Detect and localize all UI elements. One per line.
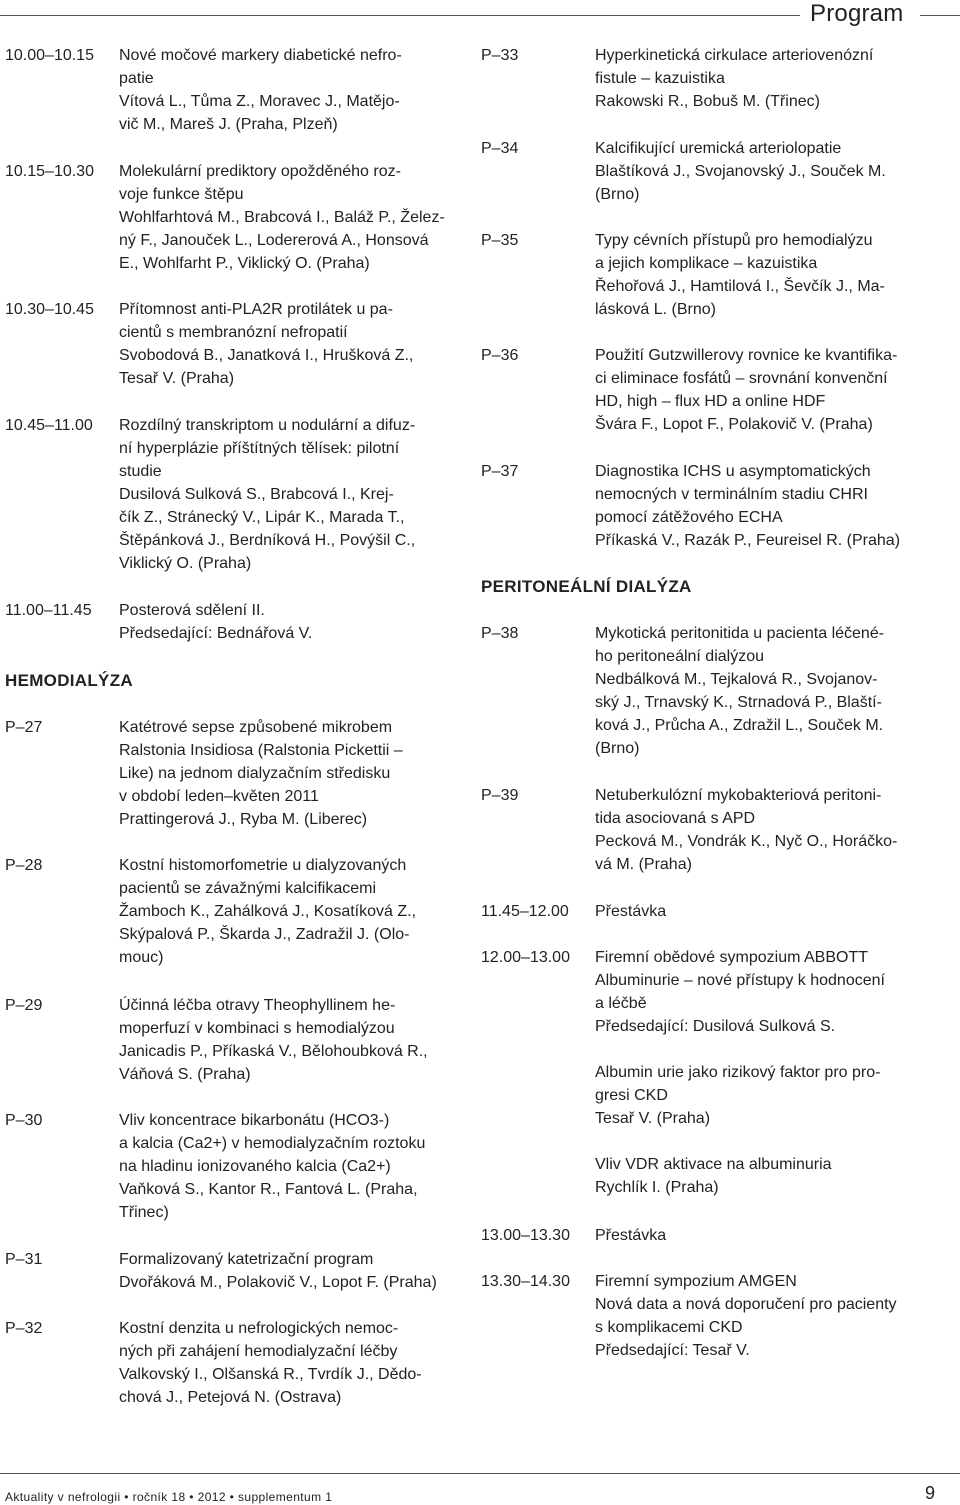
entry-body [119,298,460,390]
entry-line: Švára F., Lopot F., Polakovič V. (Praha) [595,416,873,433]
entry-line: Rakowski R., Bobuš M. (Třinec) [595,93,820,110]
entry-line: Vliv koncentrace bikarbonátu (HCO3-) [119,1112,390,1129]
entry-code: 10.15–10.30 [5,163,94,180]
entry-body [595,900,936,923]
entry-line: Firemní obědové sympozium ABBOTT [595,949,868,966]
entry-line: Skýpalová P., Škarda J., Zadražil J. (Olo- [119,926,410,943]
entry-body [595,784,936,876]
entry-line: na hladinu ionizovaného kalcia (Ca2+) [119,1158,391,1175]
program-entry [481,1224,936,1247]
entry-body [119,414,460,575]
entry-line: tida asociovaná s APD [595,810,756,827]
entry-line: vič M., Mareš J. (Praha, Plzeň) [119,116,338,133]
program-entry [5,599,460,645]
entry-line: Wohlfarhtová M., Brabcová I., Baláž P., Želez- [119,209,445,226]
program-entry [481,44,936,113]
header-rule-right [920,15,960,16]
entry-line: Svobodová B., Janatková I., Hrušková Z., [119,347,414,364]
entry-code: P–37 [481,463,519,480]
entry-line: s komplikacemi CKD [595,1319,743,1336]
section-heading: PERITONEÁLNÍ DIALÝZA [481,577,692,596]
entry-line: ných při zahájení hemodialyzační léčby [119,1343,398,1360]
entry-body [595,946,936,1199]
entry-code: 11.00–11.45 [5,602,92,619]
entry-line: Tesař V. (Praha) [119,370,235,387]
entry-code: 11.45–12.00 [481,903,569,920]
entry-line: Přestávka [595,903,667,920]
entry-line: Hyperkinetická cirkulace arteriovenózní [595,47,874,64]
entry-line: Předsedající: Bednářová V. [119,625,313,642]
program-entry [5,854,460,969]
entry-body [119,994,460,1086]
journal-footer: Aktuality v nefrologii • ročník 18 • 2012 • supplementum 1 [5,1490,333,1504]
entry-line: (Brno) [595,186,640,203]
entry-line: Typy cévních přístupů pro hemodialýzu [595,232,873,249]
entry-line [595,1130,936,1153]
entry-line: pomocí zátěžového ECHA [595,509,783,526]
entry-line: Janicadis P., Příkaská V., Bělohoubková R., [119,1043,428,1060]
entry-line: Firemní sympozium AMGEN [595,1273,797,1290]
entry-body [595,622,936,760]
program-entry [5,44,460,136]
entry-line: ný F., Janouček L., Lodererová A., Honsová [119,232,429,249]
entry-line: Kalcifikující uremická arteriolopatie [595,140,842,157]
entry-line: Přestávka [595,1227,667,1244]
program-entry [481,1270,936,1362]
entry-line: Přítomnost anti-PLA2R protilátek u pa- [119,301,393,318]
entry-code: P–29 [5,997,43,1014]
entry-body [119,1248,460,1294]
entry-line: HD, high – flux HD a online HDF [595,393,826,410]
footer-rule [0,1473,960,1474]
entry-code: P–27 [5,719,43,736]
entry-line: Vítová L., Tůma Z., Moravec J., Matějo- [119,93,400,110]
entry-body [119,599,460,645]
entry-line: Albumin urie jako rizikový faktor pro pro- [595,1064,881,1081]
entry-line: voje funkce štěpu [119,186,244,203]
entry-body [119,1109,460,1224]
header-rule-left [0,15,800,16]
entry-line: ský J., Trnavský K., Strnadová P., Blaští- [595,694,882,711]
entry-line: Dusilová Sulková S., Brabcová I., Krej- [119,486,394,503]
program-entry [481,137,936,206]
entry-line: Ralstonia Insidiosa (Ralstonia Pickettii – [119,742,403,759]
program-entry [5,1317,460,1409]
program-entry [5,298,460,390]
entry-line: Diagnostika ICHS u asymptomatických [595,463,871,480]
entry-line: Žamboch K., Zahálková J., Kosatíková Z., [119,903,417,920]
entry-line: Blaštíková J., Svojanovský J., Souček M. [595,163,886,180]
entry-body [595,344,936,436]
entry-line: Molekulární prediktory opožděného roz- [119,163,401,180]
entry-line: Třinec) [119,1204,169,1221]
entry-code: P–30 [5,1112,43,1129]
entry-body [595,44,936,113]
entry-line: a kalcia (Ca2+) v hemodialyzačním roztoku [119,1135,426,1152]
program-entry [481,784,936,876]
entry-line: Nové močové markery diabetické nefro- [119,47,402,64]
program-entry [5,1109,460,1224]
entry-line: Dvořáková M., Polakovič V., Lopot F. (Praha) [119,1274,437,1291]
entry-line: Účinná léčba otravy Theophyllinem he- [119,997,396,1014]
program-entry [5,414,460,575]
entry-body [595,229,936,321]
entry-line: Štěpánková J., Berdníková H., Povýšil C., [119,532,416,549]
program-entry [481,229,936,321]
entry-code: 13.00–13.30 [481,1227,570,1244]
entry-body [119,1317,460,1409]
entry-line: studie [119,463,162,480]
entry-code: P–28 [5,857,43,874]
entry-code: 12.00–13.00 [481,949,570,966]
program-entry [481,946,936,1199]
entry-body [119,716,460,831]
entry-line: a léčbě [595,995,647,1012]
entry-code: P–35 [481,232,519,249]
program-entry [481,344,936,436]
entry-line: ková J., Průcha A., Zdražil L., Souček M. [595,717,884,734]
entry-line: Pecková M., Vondrák K., Nyč O., Horáčko- [595,833,898,850]
entry-line: vá M. (Praha) [595,856,692,873]
entry-line: mouc) [119,949,164,966]
entry-line [595,1038,936,1061]
entry-line: a jejich komplikace – kazuistika [595,255,818,272]
entry-line: fistule – kazuistika [595,70,725,87]
entry-line: Viklický O. (Praha) [119,555,252,572]
program-entry [481,900,936,923]
entry-line: Rychlík I. (Praha) [595,1179,719,1196]
entry-line: moperfuzí v kombinaci s hemodialýzou [119,1020,395,1037]
entry-line: chová J., Petejová N. (Ostrava) [119,1389,342,1406]
entry-line: gresi CKD [595,1087,668,1104]
program-entry [5,160,460,275]
entry-line: Albuminurie – nové přístupy k hodnocení [595,972,885,989]
entry-line: Kostní histomorfometrie u dialyzovaných [119,857,407,874]
entry-line: Předsedající: Dusilová Sulková S. [595,1018,836,1035]
entry-line: Netuberkulózní mykobakteriová peritoni- [595,787,882,804]
entry-line: Prattingerová J., Ryba M. (Liberec) [119,811,368,828]
entry-line: Tesař V. (Praha) [595,1110,711,1127]
entry-body [595,1224,936,1247]
entry-code: P–36 [481,347,519,364]
entry-line: E., Wohlfarht P., Viklický O. (Praha) [119,255,370,272]
entry-line: ho peritoneální dialýzou [595,648,765,665]
entry-line: Váňová S. (Praha) [119,1066,251,1083]
entry-code: 13.30–14.30 [481,1273,570,1290]
entry-code: P–38 [481,625,519,642]
entry-code: 10.00–10.15 [5,47,94,64]
entry-body [595,137,936,206]
entry-line: Nedbálková M., Tejkalová R., Svojanov- [595,671,878,688]
entry-line: Rozdílný transkriptom u nodulární a difuz- [119,417,416,434]
entry-line: Kostní denzita u nefrologických nemoc- [119,1320,399,1337]
entry-line: Řehořová J., Hamtilová I., Ševčík J., Ma- [595,278,885,295]
page-title: Program [810,0,904,27]
entry-code: P–32 [5,1320,43,1337]
entry-line: pacientů se závažnými kalcifikacemi [119,880,376,897]
entry-line: Mykotická peritonitida u pacienta léčené- [595,625,885,642]
entry-code: P–39 [481,787,519,804]
entry-line: nemocných v terminálním stadiu CHRI [595,486,868,503]
entry-line: čík Z., Stránecký V., Lipár K., Marada T., [119,509,405,526]
entry-line: Předsedající: Tesař V. [595,1342,750,1359]
program-entry [5,994,460,1086]
entry-body [119,854,460,969]
program-entry [481,460,936,552]
entry-line: Katétrové sepse způsobené mikrobem [119,719,393,736]
entry-body [595,460,936,552]
entry-code: 10.45–11.00 [5,417,93,434]
entry-line: Použití Gutzwillerovy rovnice ke kvantifika- [595,347,898,364]
entry-code: P–34 [481,140,519,157]
entry-line: Formalizovaný katetrizační program [119,1251,374,1268]
entry-body [119,160,460,275]
entry-line: Vaňková S., Kantor R., Fantová L. (Praha, [119,1181,418,1198]
entry-line: cientů s membranózní nefropatií [119,324,348,341]
program-entry [5,1248,460,1294]
entry-line: ci eliminace fosfátů – srovnání konvenční [595,370,888,387]
entry-code: P–33 [481,47,519,64]
entry-line: Nová data a nová doporučení pro pacienty [595,1296,897,1313]
entry-line: patie [119,70,154,87]
entry-line: Posterová sdělení II. [119,602,265,619]
entry-code: P–31 [5,1251,43,1268]
entry-line: (Brno) [595,740,640,757]
entry-line: Vliv VDR aktivace na albuminuria [595,1156,832,1173]
entry-code: 10.30–10.45 [5,301,94,318]
entry-body [119,44,460,136]
page-header [0,0,960,30]
entry-line: Like) na jednom dialyzačním středisku [119,765,391,782]
page-number: 9 [925,1483,936,1503]
section-heading: HEMODIALÝZA [5,671,133,690]
entry-line: Valkovský I., Olšanská R., Tvrdík J., Dědo- [119,1366,422,1383]
program-entry [5,716,460,831]
entry-body [595,1270,936,1362]
entry-line: ní hyperplázie příštítných tělísek: pilotní [119,440,400,457]
entry-line: v období leden–květen 2011 [119,788,319,805]
program-entry [481,622,936,760]
entry-line: lásková L. (Brno) [595,301,716,318]
entry-line: Příkaská V., Razák P., Feureisel R. (Praha) [595,532,901,549]
